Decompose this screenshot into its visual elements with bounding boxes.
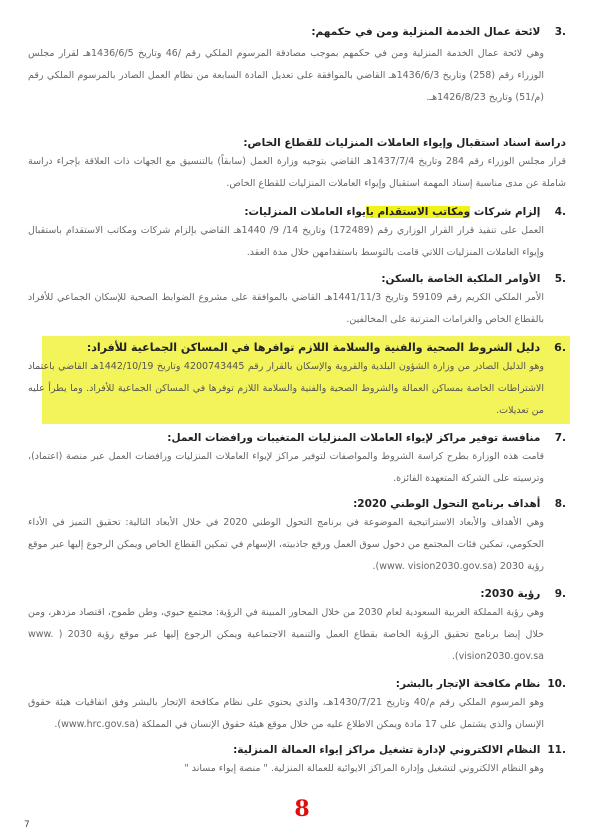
section-10	[28, 676, 566, 736]
section-body: وهو النظام الالكتروني لتشغيل وإدارة المراكز الايوائية للعمالة المنزلية. " منصة إيواء مساند "	[184, 763, 544, 774]
section-heading	[28, 430, 566, 446]
section-heading	[28, 271, 566, 287]
section-3	[28, 24, 566, 109]
section-5	[28, 271, 566, 331]
page-number-small: 7	[24, 820, 30, 830]
section-body: وهي الأهداف والأبعاد الاستراتيجية الموضوعة في برنامج التحول الوطني 2020 في خلال الأبعاد التالية: تحقيق التميز في الأداء الحكومي، تمكين فئات المجتمع من دخول سوق العمل ورفع جاذبيته، الإسهام في تمكين القطاع الخاص ويمكن الرجوع إليها عبر موقع رؤية 2030 (www. vision2030.gov.sa).	[28, 517, 544, 572]
section-number: .5	[554, 273, 566, 285]
section-heading	[28, 742, 566, 758]
section-heading	[28, 135, 566, 151]
section-body: وهي لائحة عمال الخدمة المنزلية ومن في حكمهم بموجب مصادقة المرسوم الملكي رقم /46 وتاريخ 1436/6/5هـ لقرار مجلس الوزراء رقم (258) وتاريخ 1436/6/3هـ القاضي بالموافقة على تعديل المادة السابعة من نظام العمل الصادر بالمرسوم الملكي رقم (م/51) وتاريخ 1426/8/23هـ.	[28, 48, 545, 103]
section-body: الأمر الملكي الكريم رقم 59109 وتاريخ 1441/11/3هـ القاضي بالموافقة على مشروع الضوابط الصحية للإسكان الجماعي للأفراد بالقطاع الخاص والغرامات المترتبة على المخالفين.	[28, 292, 544, 325]
section-heading	[28, 586, 566, 602]
page-number-red: 8	[294, 796, 310, 822]
section-title-start: إلزام شركات	[470, 206, 541, 218]
section-title: دليل الشروط الصحية والفنية والسلامة اللازم توافرها في المساكن الجماعية للأفراد:	[86, 341, 541, 354]
section-heading	[28, 204, 566, 220]
section-title: منافسة توفير مراكز لإيواء العاملات المنزليات المتغيبات ورافضات العمل:	[167, 432, 541, 444]
highlighted-text: ومكاتب الاستقدام با	[365, 206, 471, 218]
section-heading	[28, 496, 566, 512]
section-number: .6	[554, 341, 566, 354]
section-body: وهو الدليل الصادر من وزارة الشؤون البلدية والقروية والإسكان بالقرار رقم 4200743445 وتاريخ 1442/10/19هـ القاضي باعتماد الاشتراطات الخاصة بمساكن العمالة والشروط الصحية والفنية والسلامة اللازم توفرها في المساكن الجماعية للأفراد. وما يطرأ عليه من تعديلات.	[28, 361, 545, 416]
section-title-end: يواء العاملات المنزليات:	[244, 206, 366, 218]
section-number: .4	[554, 206, 566, 218]
section-body: وهو المرسوم الملكي رقم م/40 وتاريخ 1430/7/21هـ، والذي يحتوي على نظام مكافحة الإتجار بالبشر وفق اتفاقيات هيئة حقوق الإنسان والذي يشتمل على 17 مادة ويمكن الاطلاع عليه من خلال موقع هيئة حقوق الإنسان في المملكة (www.hrc.gov.sa).	[28, 697, 544, 730]
section-8	[28, 496, 566, 578]
section-title: أهداف برنامج التحول الوطني 2020:	[353, 498, 541, 510]
section-number: .8	[554, 498, 566, 510]
section-number: .9	[554, 588, 566, 600]
section-heading	[28, 676, 566, 692]
section-title: الأوامر الملكية الخاصة بالسكن:	[381, 273, 541, 285]
section-number: .7	[554, 432, 566, 444]
section-body: قرار مجلس الوزراء رقم 284 وتاريخ 1437/7/4هـ القاضي بتوجيه وزارة العمل (سابقاً) بالتنسيق مع الجهات ذات العلاقة بإجراء دراسة شاملة عن مدى مناسبة إسناد المهمة استقبال وإيواء العاملات المنزليات للقطاع الخاص.	[28, 156, 566, 189]
section-6	[28, 340, 566, 422]
section-11	[28, 742, 566, 780]
section-9	[28, 586, 566, 668]
section-number: .11	[547, 744, 566, 756]
section-heading	[28, 24, 566, 40]
section-number: .3	[554, 26, 566, 38]
section-7	[28, 430, 566, 490]
section-body: وهي رؤية المملكة العربية السعودية لعام 2030 من خلال المحاور المبينة في الرؤية: مجتمع حيوي، وطن طموح، اقتصاد مزدهر، ومن خلال إيضا برنامج تحقيق الرؤية الخاصة بقطاع العمل والتنمية الاجتماعية ويمكن الرجوع إليها عبر موقع رؤية 2030 ( www. vision2030.gov.sa).	[28, 607, 544, 662]
section-title: لائحة عمال الخدمة المنزلية ومن في حكمهم:	[311, 26, 541, 38]
section-study	[28, 135, 566, 195]
section-title: نظام مكافحة الإتجار بالبشر:	[395, 678, 541, 690]
section-heading	[28, 340, 566, 356]
section-title: رؤية 2030:	[480, 588, 541, 600]
section-title: النظام الالكتروني لإدارة تشغيل مراكز إيواء العمالة المنزلية:	[233, 744, 541, 756]
section-4	[28, 204, 566, 264]
section-body: العمل على تنفيذ قرار القرار الوزاري رقم (172489) وتاريخ 14/ 9/ 1440هـ القاضي بإلزام شركات ومكاتب الاستقدام باستقبال وإيواء العاملات المنزليات اللاتي قامت بالتوسط باستقدامهن خلال مدة العقد.	[28, 225, 544, 258]
section-body: قامت هذه الوزارة بطرح كراسة الشروط والمواصفات لتوفير مراكز لإيواء العاملات المنزليات ورافضات العمل عبر منصة (اعتماد)، وترسيته على الشركة المتعهدة الفائزة.	[28, 451, 544, 484]
section-title: دراسة اسناد استقبال وإيواء العاملات المنزليات للقطاع الخاص:	[243, 137, 566, 149]
section-number: .10	[547, 678, 566, 690]
